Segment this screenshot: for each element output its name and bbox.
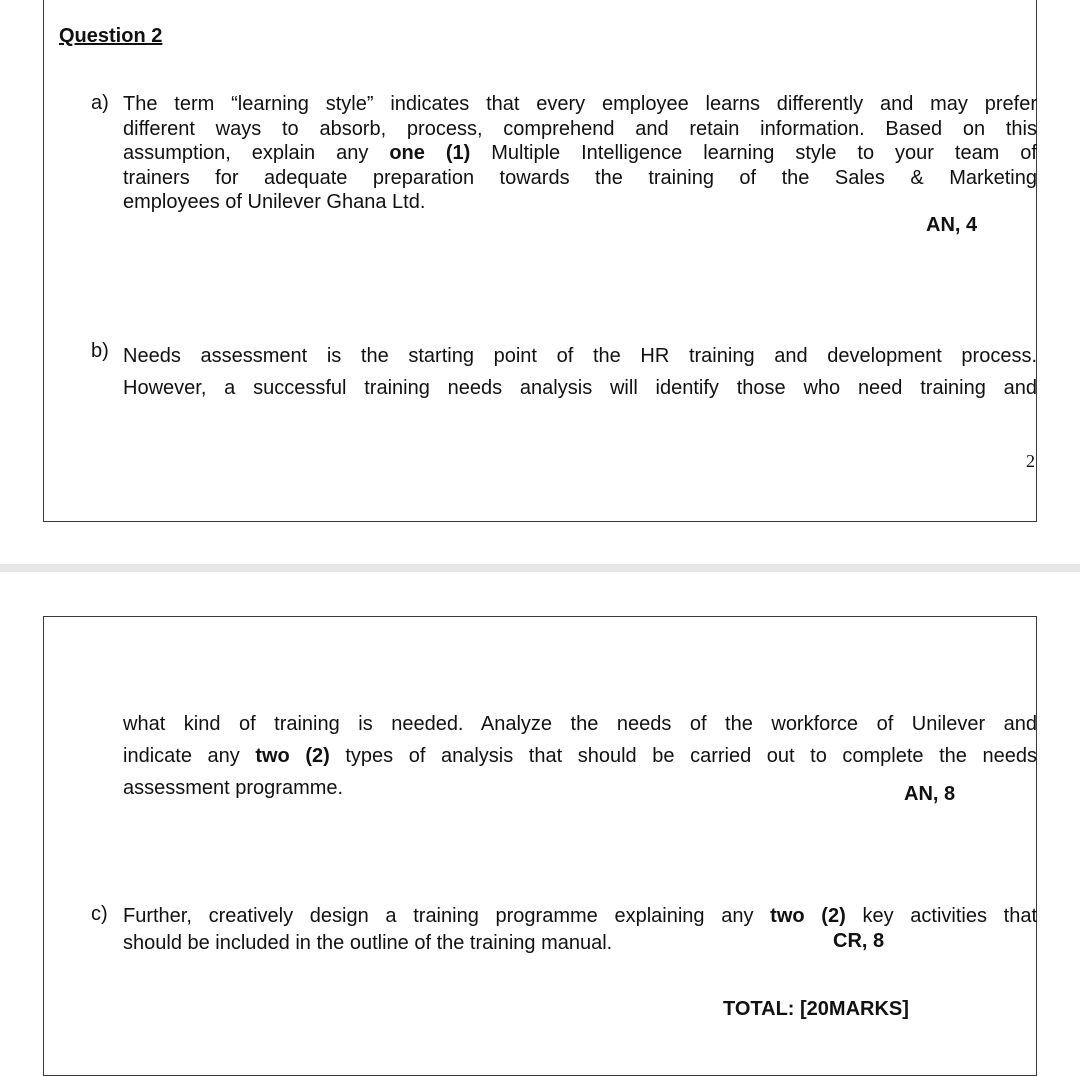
question-a-line: The term “learning style” indicates that every employee learns differently and may prefer: [123, 93, 1037, 115]
emphasis: two (2): [770, 905, 846, 927]
question-b-line: indicate any two (2) types of analysis that should be carried out to complete the needs: [123, 745, 1037, 767]
question-c-line: should be included in the outline of the training manual.: [123, 932, 613, 954]
question-b-line: However, a successful training needs analysis will identify those who need training and: [123, 377, 1037, 399]
emphasis: two (2): [255, 745, 330, 767]
emphasis: one (1): [389, 142, 471, 164]
question-b-label: b): [91, 340, 109, 362]
document-page-2: [43, 616, 1037, 1076]
question-a-line: employees of Unilever Ghana Ltd.: [123, 191, 426, 213]
question-a-line: assumption, explain any one (1) Multiple Intelligence learning style to your team of: [123, 142, 1037, 164]
page-gap: [0, 564, 1080, 572]
question-a-marks: AN, 4: [926, 214, 978, 236]
question-c-line: Further, creatively design a training programme explaining any two (2) key activities that: [123, 905, 1037, 927]
question-a-text: [123, 92, 1037, 215]
total-marks: TOTAL: [20MARKS]: [723, 998, 909, 1020]
question-b-line: Needs assessment is the starting point of the HR training and development process.: [123, 345, 1037, 367]
question-c-text: [123, 903, 1037, 957]
question-c-label: c): [91, 903, 108, 925]
question-a-line: different ways to absorb, process, comprehend and retain information. Based on this: [123, 117, 1037, 140]
question-a-line: trainers for adequate preparation towards the training of the Sales & Marketing: [123, 166, 1037, 189]
question-b-marks: AN, 8: [904, 783, 956, 805]
document-page-1: [43, 0, 1037, 522]
question-a-label: a): [91, 92, 109, 114]
question-b-line: assessment programme.: [123, 777, 344, 799]
question-b-line: what kind of training is needed. Analyze the needs of the workforce of Unilever and: [123, 713, 1037, 735]
question-b-text-page2: [123, 708, 1037, 804]
page-number: 2: [1026, 451, 1035, 471]
question-c-marks: CR, 8: [833, 930, 885, 952]
question-b-text-page1: [123, 340, 1037, 404]
question-heading: Question 2: [59, 25, 163, 47]
